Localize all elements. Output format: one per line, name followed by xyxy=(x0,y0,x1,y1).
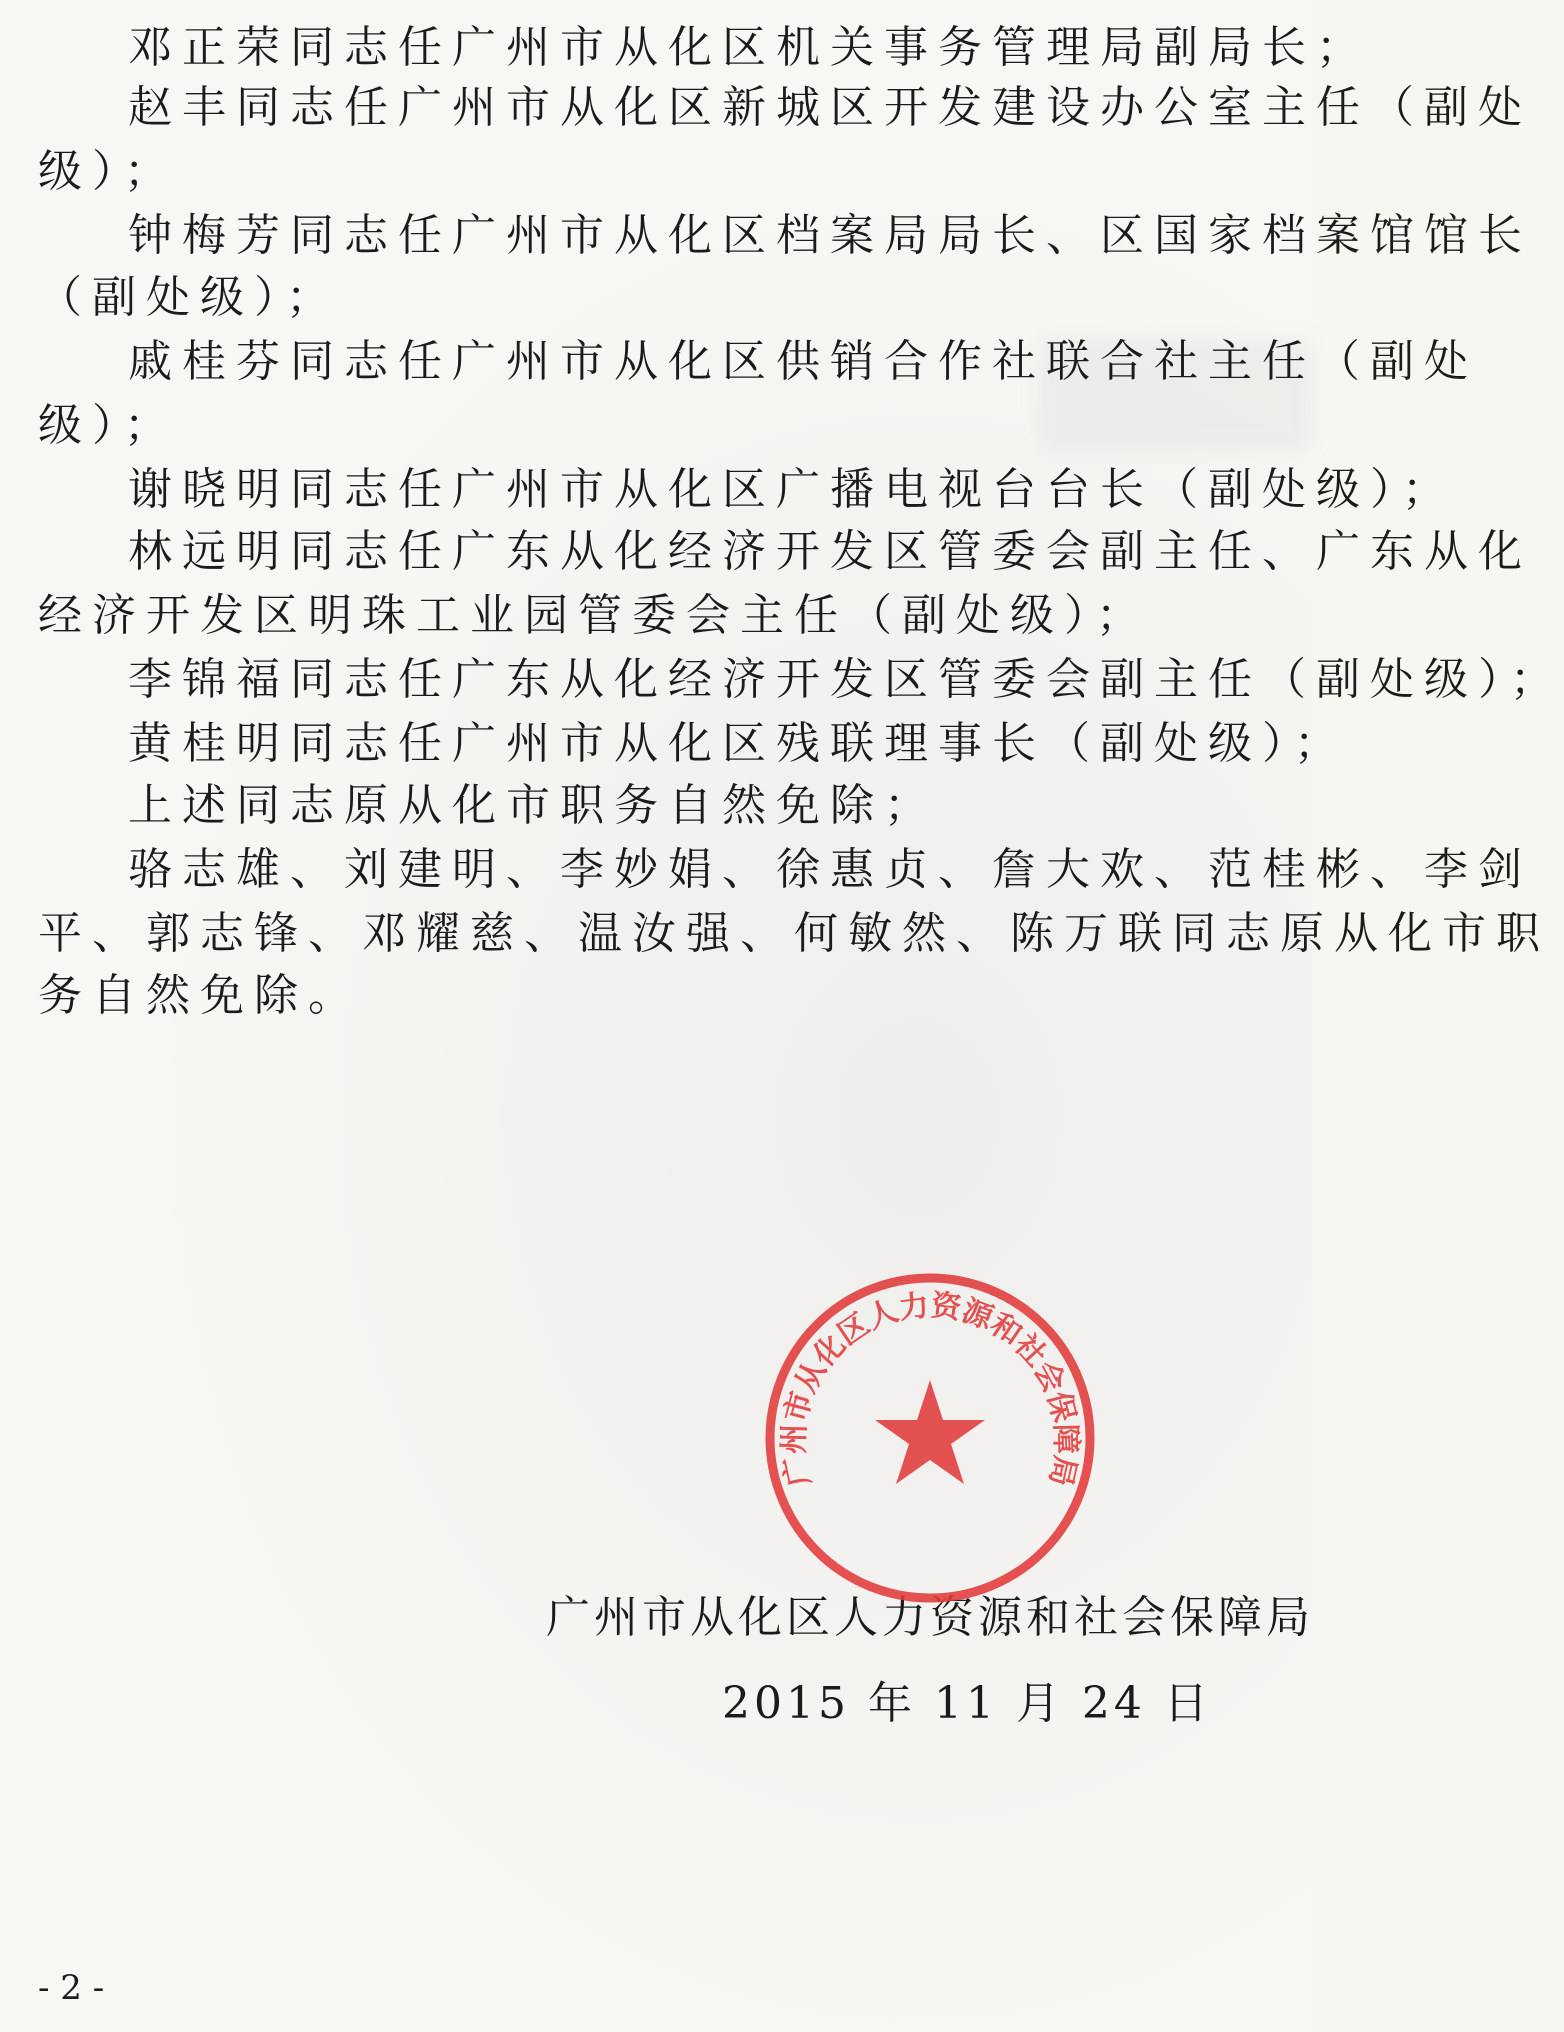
text-line-10: 经济开发区明珠工业园管委会主任（副处级）； xyxy=(38,590,1150,641)
text-line-4: 钟梅芳同志任广州市从化区档案局局长、区国家档案馆馆长 xyxy=(128,210,1532,261)
text-line-6: 戚桂芬同志任广州市从化区供销合作社联合社主任（副处 xyxy=(128,336,1478,387)
text-line-2: 赵丰同志任广州市从化区新城区开发建设办公室主任（副处 xyxy=(128,82,1532,133)
seal-star-icon xyxy=(875,1380,985,1484)
page-number: - 2 - xyxy=(38,1968,105,2008)
text-line-15: 平、郭志锋、邓耀慈、温汝强、何敏然、陈万联同志原从化市职 xyxy=(38,908,1550,959)
seal-text: 广州市从化区人力资源和社会保障局 xyxy=(776,1288,1084,1490)
text-line-13: 上述同志原从化市职务自然免除； xyxy=(128,780,938,831)
issue-date: 2015 年 11 月 24 日 xyxy=(722,1678,1212,1729)
text-line-3: 级）； xyxy=(38,146,178,197)
text-line-16: 务自然免除。 xyxy=(38,970,362,1021)
official-seal xyxy=(760,1268,1100,1608)
issuer-signature: 广州市从化区人力资源和社会保障局 xyxy=(546,1592,1314,1643)
seal-ring xyxy=(770,1278,1090,1598)
text-line-12: 黄桂明同志任广州市从化区残联理事长（副处级）； xyxy=(128,718,1348,769)
text-line-5: （副处级）； xyxy=(38,272,340,323)
text-line-1: 邓正荣同志任广州市从化区机关事务管理局副局长； xyxy=(128,22,1370,73)
text-line-14: 骆志雄、刘建明、李妙娟、徐惠贞、詹大欢、范桂彬、李剑 xyxy=(128,844,1532,895)
text-line-7: 级）； xyxy=(38,400,178,451)
text-line-11: 李锦福同志任广东从化经济开发区管委会副主任（副处级）； xyxy=(128,654,1564,705)
text-line-8: 谢晓明同志任广州市从化区广播电视台台长（副处级）； xyxy=(128,464,1456,515)
text-line-9: 林远明同志任广东从化经济开发区管委会副主任、广东从化 xyxy=(128,526,1532,577)
